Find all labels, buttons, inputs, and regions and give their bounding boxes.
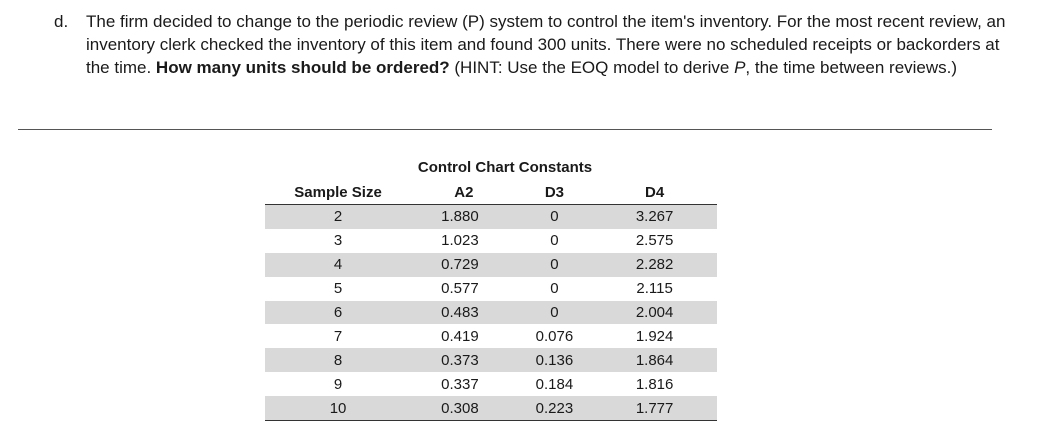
cell-d3: 0 xyxy=(517,253,593,277)
question-text xyxy=(86,10,1014,79)
question-italic-p: P xyxy=(734,58,746,77)
table-row xyxy=(265,253,717,277)
cell-d4: 1.816 xyxy=(635,375,674,393)
table-row xyxy=(265,301,717,325)
cell-a2: 0.419 xyxy=(441,327,479,345)
cell-d4: 2.575 xyxy=(635,232,674,250)
cell-sample-size: 7 xyxy=(333,327,343,345)
question-text-part-3: , the time between reviews.) xyxy=(745,58,958,77)
cell-d4: 2.282 xyxy=(592,253,717,277)
section-divider xyxy=(18,129,992,130)
cell-d3: 0 xyxy=(550,280,559,298)
cell-sample-size: 5 xyxy=(333,280,343,298)
cell-sample-size: 10 xyxy=(265,396,411,420)
question-text-part-1: The firm decided to change to the periodic review (P) system to control the item's inventory. For the most recent review, an inventory clerk checked the inventory of this item and found 300 units. There were no scheduled receipts or backorders at the time. xyxy=(86,12,1006,77)
cell-d3: 0.136 xyxy=(517,348,593,372)
cell-d4: 1.864 xyxy=(592,348,717,372)
table-row xyxy=(265,372,717,396)
cell-a2: 0.308 xyxy=(411,396,517,420)
table-row xyxy=(265,324,717,348)
cell-sample-size: 9 xyxy=(333,375,343,393)
cell-a2: 0.337 xyxy=(441,375,479,393)
table-row xyxy=(265,396,717,420)
cell-sample-size: 3 xyxy=(333,232,343,250)
cell-d4: 1.924 xyxy=(635,327,674,345)
header-sample-size: Sample Size xyxy=(294,184,382,201)
cell-sample-size: 6 xyxy=(265,301,411,325)
cell-d4: 2.004 xyxy=(592,301,717,325)
cell-d3: 0 xyxy=(550,232,559,250)
cell-d3: 0.184 xyxy=(535,375,574,393)
table-row xyxy=(265,229,717,253)
cell-sample-size: 4 xyxy=(265,253,411,277)
header-d3: D3 xyxy=(544,184,565,201)
header-a2: A2 xyxy=(454,184,474,201)
cell-d3: 0.223 xyxy=(517,396,593,420)
table-title: Control Chart Constants xyxy=(417,159,593,176)
question-label: d. xyxy=(54,12,69,31)
control-chart-constants-table xyxy=(265,181,717,421)
cell-d4: 1.777 xyxy=(592,396,717,420)
cell-a2: 1.023 xyxy=(441,232,479,250)
table-row xyxy=(265,277,717,301)
question-prompt-bold: How many units should be ordered? xyxy=(155,58,450,77)
cell-sample-size: 2 xyxy=(265,205,411,229)
cell-a2: 0.483 xyxy=(411,301,517,325)
cell-a2: 0.729 xyxy=(411,253,517,277)
cell-d4: 3.267 xyxy=(592,205,717,229)
cell-a2: 0.577 xyxy=(441,280,479,298)
question-block xyxy=(54,10,1014,79)
cell-a2: 1.880 xyxy=(411,205,517,229)
header-d4: D4 xyxy=(645,184,665,201)
cell-a2: 0.373 xyxy=(411,348,517,372)
question-text-part-2: (HINT: Use the EOQ model to derive xyxy=(449,58,735,77)
table-header-row xyxy=(265,181,717,205)
table-row xyxy=(265,205,717,229)
cell-sample-size: 8 xyxy=(265,348,411,372)
cell-d4: 2.115 xyxy=(636,280,673,298)
cell-d3: 0 xyxy=(517,301,593,325)
cell-d3: 0.076 xyxy=(535,327,574,345)
cell-d3: 0 xyxy=(517,205,593,229)
table-row xyxy=(265,348,717,372)
